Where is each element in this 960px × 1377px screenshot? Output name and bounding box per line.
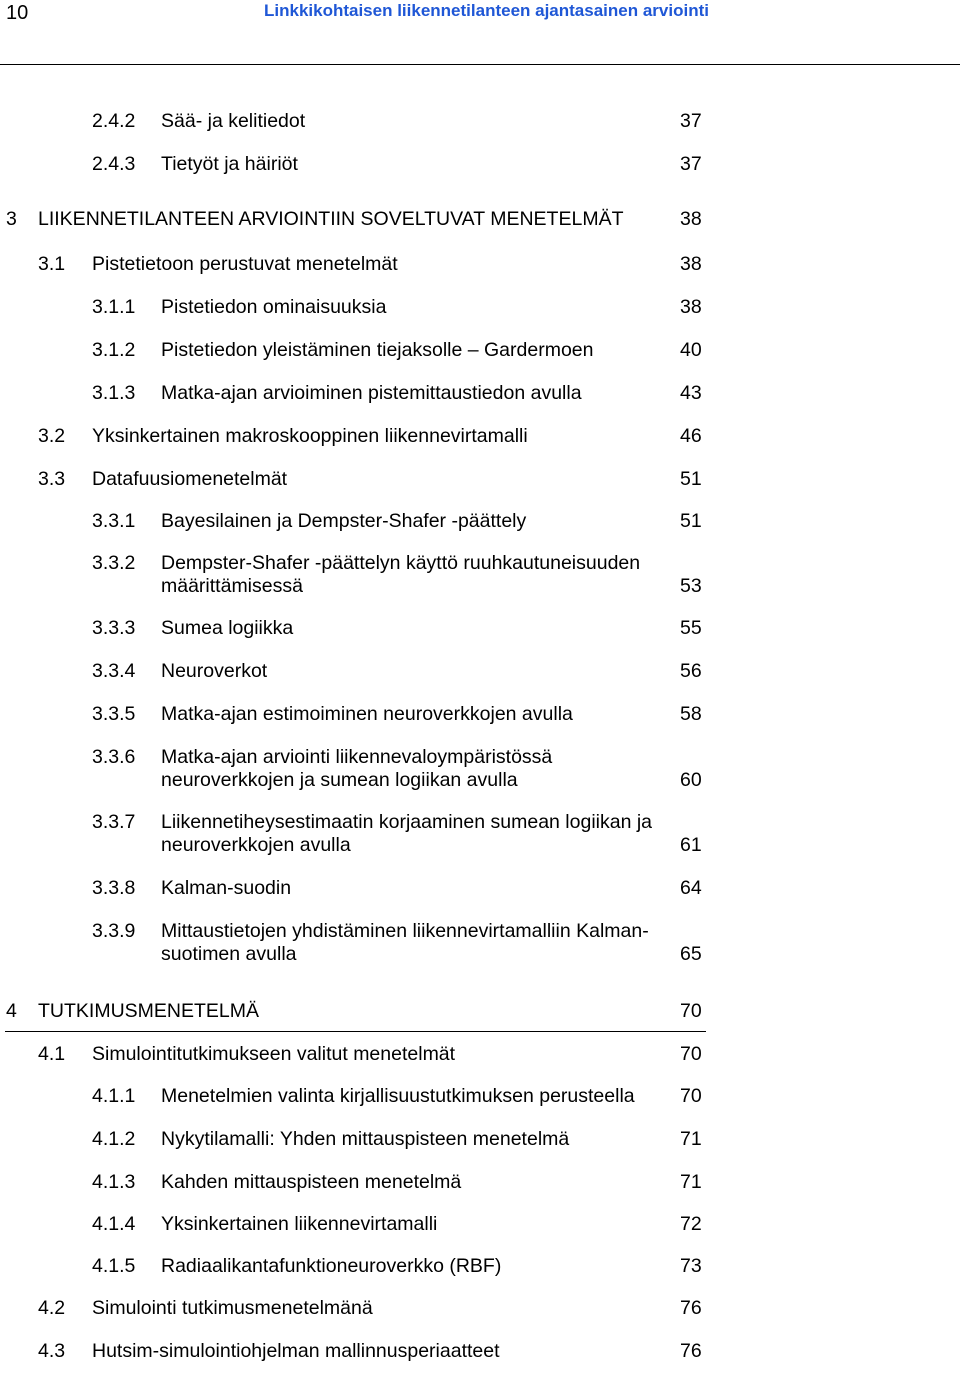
page-number: 10 [6,2,29,24]
toc-entry-title: Yksinkertainen makroskooppinen liikennevirtamalli [92,425,528,447]
toc-entry-page: 76 [680,1297,702,1319]
toc-entry-title-continued: määrittämisessä [161,575,303,597]
toc-entry-number: 3.1.3 [92,382,136,404]
toc-entry-page: 38 [680,208,702,230]
toc-entry-number: 3.3.4 [92,660,136,682]
toc-entry-number: 3.3.8 [92,877,136,899]
toc-entry-title: Menetelmien valinta kirjallisuustutkimuksen perusteella [161,1085,635,1107]
toc-entry-page: 56 [680,660,702,682]
page-header [0,0,960,68]
toc-entry-title: Yksinkertainen liikennevirtamalli [161,1213,438,1235]
toc-entry[interactable] [0,253,720,276]
toc-entry-number: 4.3 [38,1340,66,1362]
toc-entry-title: Simulointitutkimukseen valitut menetelmät [92,1043,456,1065]
toc-entry-title: Matka-ajan arviointi liikennevaloympäristössä [161,746,553,768]
toc-entry-title: Nykytilamalli: Yhden mittauspisteen menetelmä [161,1128,570,1150]
toc-entry-number: 3 [6,208,17,230]
toc-entry-title: Kalman-suodin [161,877,292,899]
toc-entry[interactable] [0,382,720,405]
toc-entry-page: 70 [680,1085,702,1107]
toc-entry-title: Neuroverkot [161,660,268,682]
toc-entry-page: 53 [680,575,702,597]
toc-entry-number: 3.3.3 [92,617,136,639]
toc-entry-page: 51 [680,510,702,532]
toc-entry-page: 37 [680,153,702,175]
toc-entry-number: 4.1.3 [92,1171,136,1193]
toc-entry[interactable] [0,1340,720,1363]
toc-entry-page: 71 [680,1128,702,1150]
toc-entry[interactable] [0,920,720,966]
toc-entry-page: 65 [680,943,702,965]
toc-entry-number: 3.1 [38,253,66,275]
toc-entry-number: 3.3 [38,468,66,490]
toc-entry-number: 3.3.7 [92,811,136,833]
toc-entry[interactable] [0,811,720,857]
toc-entry-title: Simulointi tutkimusmenetelmänä [92,1297,373,1319]
toc-entry-number: 3.3.5 [92,703,136,725]
toc-entry-title: Pistetiedon yleistäminen tiejaksolle – Gardermoen [161,339,594,361]
toc-entry[interactable] [0,425,720,448]
toc-entry-page: 43 [680,382,702,404]
toc-entry-title: TUTKIMUSMENETELMÄ [38,1000,260,1022]
toc-entry-number: 4.1.2 [92,1128,136,1150]
toc-entry-number: 3.3.9 [92,920,136,942]
chapter-rule [5,1031,706,1032]
toc-entry-number: 3.1.1 [92,296,136,318]
toc-entry-number: 3.3.6 [92,746,136,768]
toc-entry-page: 55 [680,617,702,639]
toc-entry[interactable] [0,877,720,900]
toc-entry[interactable] [0,1255,720,1278]
toc-entry-number: 3.3.1 [92,510,136,532]
header-rule [0,64,960,65]
toc-entry-number: 4 [6,1000,17,1022]
toc-entry-title: Bayesilainen ja Dempster-Shafer -päättely [161,510,527,532]
toc-entry-number: 4.1.5 [92,1255,136,1277]
toc-entry-title: Pistetietoon perustuvat menetelmät [92,253,398,275]
toc-entry-number: 3.3.2 [92,552,136,574]
toc-entry-title-continued: neuroverkkojen avulla [161,834,351,856]
toc-entry-number: 4.1 [38,1043,66,1065]
toc-entry-title: Kahden mittauspisteen menetelmä [161,1171,462,1193]
toc-entry-title: Sumea logiikka [161,617,294,639]
toc-entry[interactable] [0,1213,720,1236]
toc-entry[interactable] [0,660,720,683]
toc-entry[interactable] [0,703,720,726]
toc-entry-page: 38 [680,253,702,275]
toc-entry[interactable] [0,153,720,176]
toc-entry-title-continued: suotimen avulla [161,943,297,965]
toc-entry-page: 51 [680,468,702,490]
toc-entry-title: Dempster-Shafer -päättelyn käyttö ruuhkautuneisuuden [161,552,641,574]
toc-entry[interactable] [0,1171,720,1194]
toc-entry[interactable] [0,110,720,133]
toc-entry-page: 72 [680,1213,702,1235]
toc-entry-page: 61 [680,834,702,856]
toc-entry-number: 3.1.2 [92,339,136,361]
toc-entry-page: 64 [680,877,702,899]
toc-entry-page: 38 [680,296,702,318]
toc-entry-title: Tietyöt ja häiriöt [161,153,298,175]
toc-entry-number: 2.4.2 [92,110,136,132]
toc-entry[interactable] [0,296,720,319]
toc-entry[interactable] [0,339,720,362]
toc-entry-page: 73 [680,1255,702,1277]
toc-entry-title: Liikennetiheysestimaatin korjaaminen sumean logiikan ja [161,811,653,833]
toc-entry-title: LIIKENNETILANTEEN ARVIOINTIIN SOVELTUVAT MENETELMÄT [38,208,624,230]
toc-entry-title: Radiaalikantafunktioneuroverkko (RBF) [161,1255,502,1277]
toc-entry-title: Pistetiedon ominaisuuksia [161,296,387,318]
toc-entry-page: 70 [680,1043,702,1065]
toc-entry-number: 4.1.4 [92,1213,136,1235]
toc-entry-title: Sää- ja kelitiedot [161,110,306,132]
toc-entry-page: 70 [680,1000,702,1022]
toc-entry[interactable] [0,510,720,533]
toc-entry-page: 58 [680,703,702,725]
toc-entry-title-continued: neuroverkkojen ja sumean logiikan avulla [161,769,518,791]
toc-entry-page: 71 [680,1171,702,1193]
toc-entry[interactable] [0,1085,720,1108]
toc-entry-title: Matka-ajan arvioiminen pistemittaustiedon avulla [161,382,582,404]
toc-entry[interactable] [0,552,720,598]
toc-entry-number: 2.4.3 [92,153,136,175]
toc-entry[interactable] [0,746,720,792]
toc-entry-title: Matka-ajan estimoiminen neuroverkkojen avulla [161,703,573,725]
toc-entry-title: Mittaustietojen yhdistäminen liikennevirtamalliin Kalman- [161,920,649,942]
toc-entry-title: Datafuusiomenetelmät [92,468,288,490]
toc-entry-page: 60 [680,769,702,791]
toc-entry-number: 4.1.1 [92,1085,136,1107]
toc-entry[interactable] [0,1128,720,1151]
toc-entry-page: 46 [680,425,702,447]
toc-entry[interactable] [0,617,720,640]
toc-entry-number: 3.2 [38,425,66,447]
toc-entry[interactable] [0,208,720,231]
running-title: Linkkikohtaisen liikennetilanteen ajantasainen arviointi [264,1,709,20]
toc-entry[interactable] [0,468,720,491]
toc-entry[interactable] [0,1043,720,1066]
toc-entry[interactable] [0,1297,720,1320]
toc-entry-number: 4.2 [38,1297,66,1319]
toc-entry-page: 40 [680,339,702,361]
toc-entry-title: Hutsim-simulointiohjelman mallinnusperiaatteet [92,1340,500,1362]
toc-entry-page: 76 [680,1340,702,1362]
toc-entry-page: 37 [680,110,702,132]
toc-entry[interactable] [0,1000,720,1023]
